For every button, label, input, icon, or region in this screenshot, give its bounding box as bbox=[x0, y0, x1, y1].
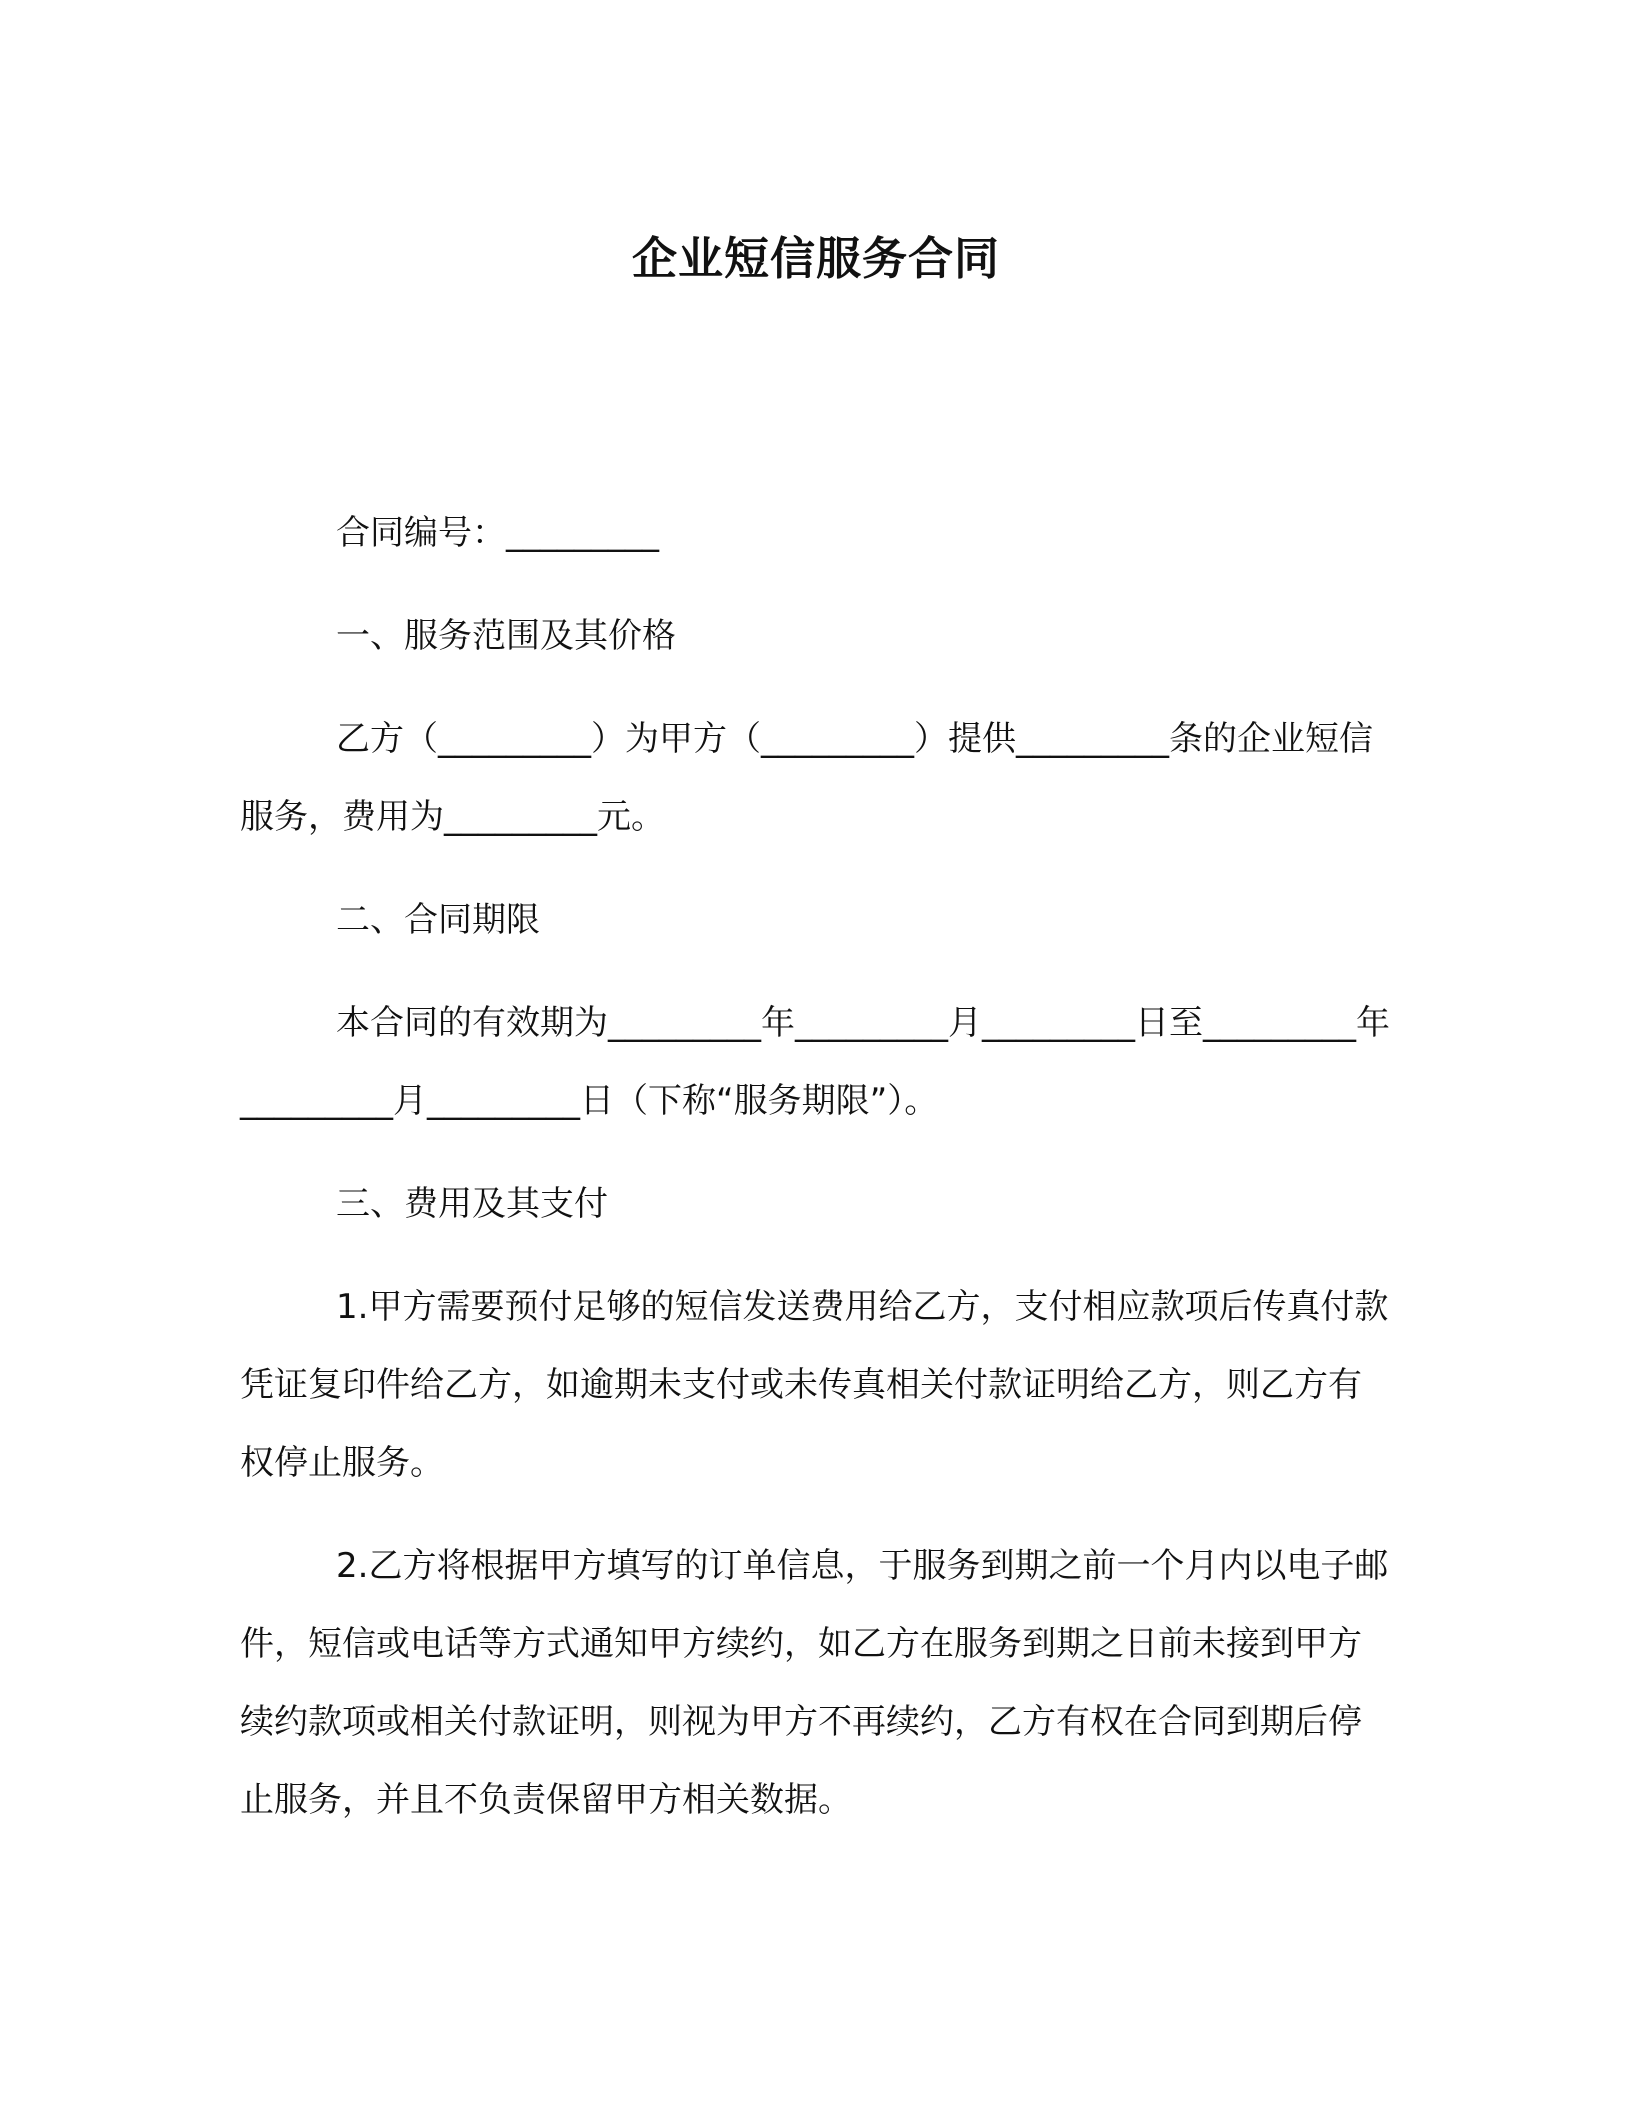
document-body bbox=[240, 494, 1390, 1864]
document-title: 企业短信服务合同 bbox=[631, 232, 1000, 285]
section-text-scope: 乙方（_________）为甲方（_________）提供_________条的企业短信服务，费用为_________元。 bbox=[240, 719, 1373, 837]
section-heading-term: 二、合同期限 bbox=[336, 900, 540, 940]
payment-clause-1: 1.甲方需要预付足够的短信发送费用给乙方，支付相应款项后传真付款凭证复印件给乙方，如逾期未支付或未传真相关付款证明给乙方，则乙方有权停止服务。 bbox=[240, 1287, 1389, 1483]
contract-number: 合同编号：_________ bbox=[336, 513, 659, 553]
section-heading-scope: 一、服务范围及其价格 bbox=[336, 616, 676, 656]
section-heading-payment: 三、费用及其支付 bbox=[336, 1184, 608, 1224]
section-text-term: 本合同的有效期为_________年_________月_________日至_________年_________月_________日（下称“服务期限”）。 bbox=[240, 1003, 1390, 1121]
payment-clause-2: 2.乙方将根据甲方填写的订单信息，于服务到期之前一个月内以电子邮件，短信或电话等方式通知甲方续约，如乙方在服务到期之日前未接到甲方续约款项或相关付款证明，则视为甲方不再续约，乙方有权在合同到期后停止服务，并且不负责保留甲方相关数据。 bbox=[240, 1546, 1389, 1820]
